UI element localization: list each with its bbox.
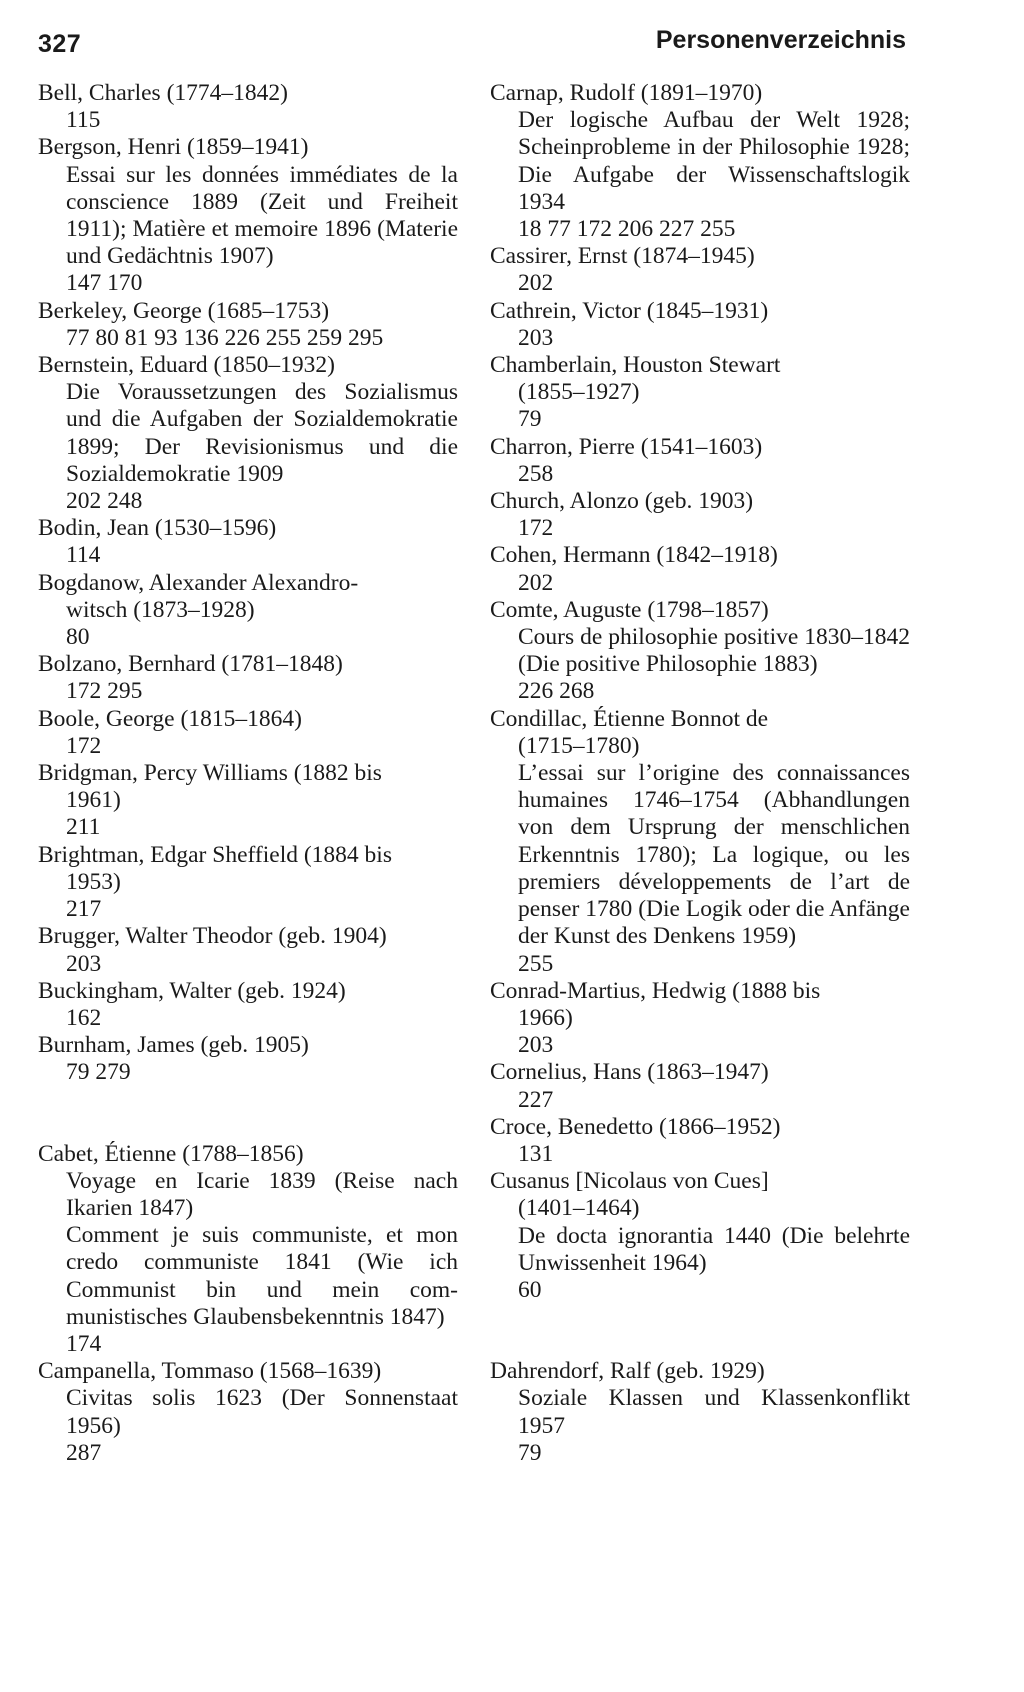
entry-name: Cabet, Étienne (1788–1856): [38, 1140, 304, 1167]
entry-name: Croce, Benedetto (1866–1952): [490, 1113, 781, 1140]
entry-name: Bergson, Henri (1859–1941): [38, 134, 309, 161]
entry-name: Condillac, Étienne Bonnot de: [490, 705, 769, 732]
entry-name: Cassirer, Ernst (1874–1945): [490, 243, 755, 270]
entry-name: Cusanus [Nicolaus von Cues]: [490, 1168, 769, 1195]
entry-page-refs: 217: [66, 896, 102, 923]
entry-name: Burnham, James (geb. 1905): [38, 1032, 309, 1059]
entry-name: Bridgman, Percy Williams (1882 bis: [38, 760, 382, 787]
entry-page-refs: 60: [518, 1276, 542, 1303]
index-entry: [38, 760, 458, 842]
index-entry: [38, 570, 458, 652]
entry-name: Church, Alonzo (geb. 1903): [490, 488, 754, 515]
index-entry: [38, 515, 458, 569]
entry-page-refs: 174: [66, 1330, 102, 1357]
entry-page-refs: 80: [66, 624, 90, 651]
letter-group-gap: [38, 1087, 458, 1141]
entry-page-refs: 79 279: [66, 1059, 131, 1086]
entry-page-refs: 114: [66, 542, 101, 569]
entry-page-refs: 172: [518, 515, 554, 542]
entry-page-refs: 79: [518, 1439, 542, 1466]
index-entry: [490, 434, 910, 488]
entry-page-refs: 226 268: [518, 678, 595, 705]
index-entry: [490, 1168, 910, 1304]
index-entry: [490, 243, 910, 297]
index-entry: [38, 651, 458, 705]
index-entry: [38, 923, 458, 977]
index-entry: [38, 80, 458, 134]
entry-work: Cours de philosophie positive 1830–1842 (Die positive Philosophie 1883): [518, 624, 910, 678]
entry-name-continued: (1401–1464): [518, 1195, 640, 1222]
entry-name: Bolzano, Bernhard (1781–1848): [38, 651, 343, 678]
entry-name: Dahrendorf, Ralf (geb. 1929): [490, 1358, 765, 1385]
index-entry: [490, 352, 910, 434]
entry-name: Bell, Charles (1774–1842): [38, 80, 288, 106]
entry-work: Die Voraussetzungen des Sozialismus und die Aufgaben der Sozialdemokratie 1899; Der Revisionismus und die Sozialdemokratie 1909: [66, 379, 458, 487]
entry-page-refs: 79: [518, 406, 542, 433]
entry-page-refs: 255: [518, 950, 554, 977]
index-entry: [38, 978, 458, 1032]
entry-page-refs: 203: [518, 1032, 554, 1059]
entry-page-refs: 18 77 172 206 227 255: [518, 216, 736, 243]
entry-name: Conrad-Martius, Hedwig (1888 bis: [490, 977, 821, 1004]
entry-work: De docta ignorantia 1440 (Die belehrte Unwissenheit 1964): [518, 1222, 910, 1276]
entry-page-refs: 203: [66, 950, 102, 977]
entry-page-refs: 202 248: [66, 488, 143, 515]
entry-page-refs: 202: [518, 270, 554, 297]
entry-name: Carnap, Rudolf (1891–1970): [490, 80, 763, 106]
entry-page-refs: 258: [518, 460, 554, 487]
index-entry: [490, 488, 910, 542]
index-entry: [38, 134, 458, 297]
index-entry: [490, 1059, 910, 1113]
index-entry: [490, 542, 910, 596]
index-entry: [490, 597, 910, 706]
entry-page-refs: 287: [66, 1439, 102, 1466]
entry-page-refs: 211: [66, 814, 101, 841]
index-entry: [490, 706, 910, 978]
index-entry: [38, 706, 458, 760]
right-column: [490, 80, 910, 1467]
entry-work: Der logische Aufbau der Welt 1928; Scheinprobleme in der Philosophie 1928; Die Aufgabe der Wissenschaftslogik 1934: [518, 107, 910, 215]
page-number: 327: [38, 30, 82, 58]
entry-name-continued: (1715–1780): [518, 732, 640, 759]
entry-name: Cornelius, Hans (1863–1947): [490, 1059, 769, 1086]
letter-group-gap: [490, 1304, 910, 1358]
entry-work: Soziale Klassen und Klassenkonflikt 1957: [518, 1385, 910, 1439]
entry-work: Essai sur les données immédiates de la conscience 1889 (Zeit und Freiheit 1911); Matière et memoire 1896 (Materie und Gedächtnis 1907): [66, 161, 458, 270]
entry-name: Buckingham, Walter (geb. 1924): [38, 977, 346, 1004]
page-header: [38, 24, 906, 64]
index-entry: [38, 352, 458, 515]
entry-work: L’essai sur l’origine des connaissances humaines 1746–1754 (Abhandlungen von dem Ursprung der menschlichen Erkenntnis 1780); La logique, ou les premiers développements de l’art de penser 1780 (Die Logik oder die Anfänge der Kunst des Denkens 1959): [518, 760, 910, 950]
entry-page-refs: 162: [66, 1004, 102, 1031]
index-entry: [490, 298, 910, 352]
index-entry: [490, 80, 910, 243]
entry-page-refs: 115: [66, 107, 101, 134]
entry-page-refs: 77 80 81 93 136 226 255 259 295: [66, 324, 384, 351]
entry-name: Brightman, Edgar Sheffield (1884 bis: [38, 841, 392, 868]
index-entry: [490, 978, 910, 1060]
entry-page-refs: 202: [518, 569, 554, 596]
entry-name-continued: 1966): [518, 1004, 573, 1031]
index-entry: [38, 1358, 458, 1467]
entry-name: Comte, Auguste (1798–1857): [490, 596, 769, 623]
entry-page-refs: 172: [66, 732, 102, 759]
entry-page-refs: 203: [518, 324, 554, 351]
index-entry: [38, 1141, 458, 1359]
entry-page-refs: 172 295: [66, 678, 143, 705]
index-entry: [38, 298, 458, 352]
index-entry: [490, 1114, 910, 1168]
entry-name: Chamberlain, Houston Stewart: [490, 352, 781, 379]
entry-page-refs: 131: [518, 1140, 554, 1167]
entry-name: Brugger, Walter Theodor (geb. 1904): [38, 923, 387, 950]
index-entry: [38, 842, 458, 924]
entry-name: Campanella, Tommaso (1568–1639): [38, 1358, 382, 1385]
entry-name-continued: 1953): [66, 868, 121, 895]
index-entry: [38, 1032, 458, 1086]
entry-name: Berkeley, George (1685–1753): [38, 297, 330, 324]
entry-name: Cathrein, Victor (1845–1931): [490, 297, 769, 324]
entry-page-refs: 147 170: [66, 270, 143, 297]
entry-name: Boole, George (1815–1864): [38, 705, 302, 732]
entry-name-continued: 1961): [66, 787, 121, 814]
entry-page-refs: 227: [518, 1086, 554, 1113]
entry-work: Comment je suis communiste, et mon credo communiste 1841 (Wie ich Communist bin und mein communistisches Glaubensbekenntnis 1847): [66, 1222, 458, 1330]
entry-work: Civitas solis 1623 (Der Sonnenstaat 1956): [66, 1385, 458, 1439]
index-entry: [490, 1358, 910, 1467]
running-head: Personenverzeichnis: [655, 26, 906, 54]
entry-name: Cohen, Hermann (1842–1918): [490, 542, 778, 569]
entry-name-continued: witsch (1873–1928): [66, 596, 255, 623]
entry-name: Bernstein, Eduard (1850–1932): [38, 352, 335, 379]
left-column: [38, 80, 458, 1467]
entry-name-continued: (1855–1927): [518, 379, 640, 406]
entry-name: Charron, Pierre (1541–1603): [490, 433, 763, 460]
entry-work: Voyage en Icarie 1839 (Reise nach Ikarien 1847): [66, 1167, 458, 1221]
entry-name: Bogdanow, Alexander Alexandro-: [38, 569, 359, 596]
entry-name: Bodin, Jean (1530–1596): [38, 515, 277, 542]
